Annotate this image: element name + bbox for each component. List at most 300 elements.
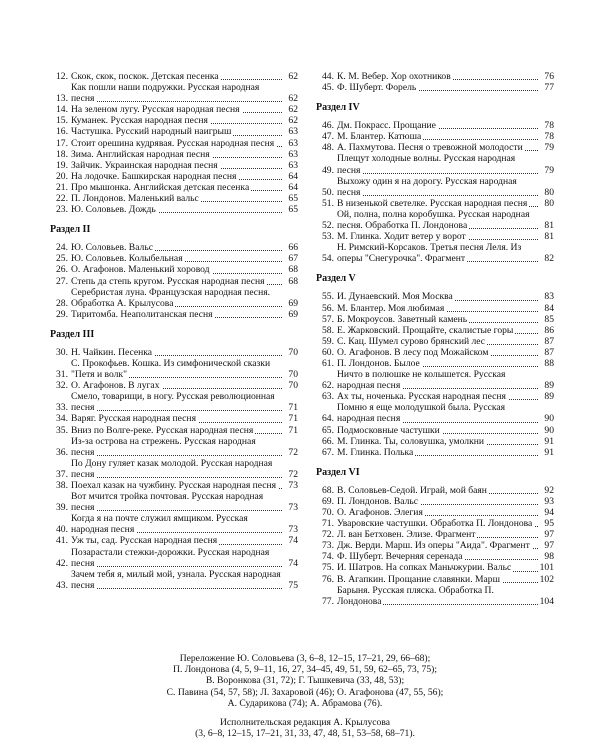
entry-title-wrap xyxy=(337,303,538,314)
toc-entry xyxy=(316,585,554,607)
entry-number: 15. xyxy=(56,115,68,127)
entry-title-wrap xyxy=(71,171,282,182)
entry-title-wrap xyxy=(337,425,538,436)
entry-title-wrap xyxy=(337,120,538,131)
entry-page-number: 83 xyxy=(544,291,554,303)
entry-page-number: 62 xyxy=(288,71,298,82)
entry-title: Тиритомба. Неаполитанская песня xyxy=(71,308,213,320)
toc-entry xyxy=(50,358,298,380)
entry-title: Ой, полна, полна коробушка. Русская народная песня. Обработка П. Лондонова xyxy=(337,208,530,232)
dot-leader xyxy=(337,195,538,196)
entry-page-number: 68 xyxy=(288,264,298,276)
entry-number: 21. xyxy=(56,181,68,193)
dot-leader xyxy=(71,588,282,589)
entry-title-wrap xyxy=(337,82,538,93)
entry-title-wrap xyxy=(337,291,538,302)
entry-title-wrap xyxy=(71,535,282,546)
entry-title: Из-за острова на стрежень. Русская народная песня xyxy=(71,435,256,458)
entry-title-wrap xyxy=(337,198,538,209)
entry-page-number: 63 xyxy=(288,148,298,160)
toc-entry xyxy=(316,507,554,518)
toc-entry xyxy=(50,138,298,149)
entry-title: Когда я на почте служил ямщиком. Русская народная песня xyxy=(71,513,248,536)
toc-entry xyxy=(316,153,554,175)
entry-number: 58. xyxy=(322,324,334,336)
entry-title-wrap xyxy=(337,153,538,175)
entry-number: 27. xyxy=(56,275,68,287)
entry-title: Ничто в полюшке не колышется. Русская народная песня xyxy=(337,369,506,392)
entry-title-wrap xyxy=(337,358,538,369)
entry-number: 36. xyxy=(56,446,68,458)
entry-number: 31. xyxy=(56,369,68,381)
credits-gap xyxy=(60,709,550,717)
entry-number: 25. xyxy=(56,253,68,265)
entry-title-wrap xyxy=(71,182,282,193)
entry-number: 68. xyxy=(322,484,334,496)
entry-title: Н. Чайкин. Песенка xyxy=(71,346,153,358)
entry-title: Ю. Соловьев. Вальс xyxy=(71,242,153,254)
entry-number: 72. xyxy=(322,529,334,541)
entry-page-number: 78 xyxy=(544,120,554,132)
entry-title: А. Пахмутова. Песня о тревожной молодости xyxy=(337,142,523,154)
entry-number: 57. xyxy=(322,313,334,325)
entry-title: Степь да степь кругом. Русская народная песня xyxy=(71,275,265,287)
toc-right-column xyxy=(316,71,554,607)
entry-page-number: 95 xyxy=(544,518,554,530)
entry-page-number: 73 xyxy=(288,480,298,491)
entry-title-wrap xyxy=(337,562,538,573)
entry-page-number: 82 xyxy=(544,253,554,265)
entry-number: 52. xyxy=(322,220,334,232)
entry-title-wrap xyxy=(337,231,538,242)
toc-entry xyxy=(50,547,298,569)
entry-number: 17. xyxy=(56,137,68,149)
entry-title: На лодочке. Башкирская народная песня xyxy=(71,170,237,182)
entry-page-number: 88 xyxy=(544,357,554,369)
toc-entry xyxy=(316,485,554,496)
entry-number: 13. xyxy=(56,93,68,105)
entry-title-wrap xyxy=(71,358,282,380)
toc-entry xyxy=(316,562,554,573)
entry-page-number: 74 xyxy=(288,557,298,569)
entry-page-number: 84 xyxy=(544,302,554,314)
entry-number: 60. xyxy=(322,346,334,358)
toc-entry xyxy=(50,82,298,104)
entry-title: Дм. Покрасс. Прощание xyxy=(337,120,436,132)
entry-title-wrap xyxy=(71,391,282,413)
entry-number: 37. xyxy=(56,468,68,480)
entry-number: 53. xyxy=(322,231,334,243)
toc-entry xyxy=(316,325,554,336)
toc-entry xyxy=(316,71,554,82)
entry-title: П. Лондонов. Маленький вальс xyxy=(71,193,199,205)
entry-number: 61. xyxy=(322,357,334,369)
entry-number: 64. xyxy=(322,413,334,425)
entry-title-wrap xyxy=(71,204,282,215)
entry-number: 19. xyxy=(56,159,68,171)
toc-entry xyxy=(50,347,298,358)
entry-title: Подмосковные частушки xyxy=(337,424,440,436)
entry-title-wrap xyxy=(71,413,282,424)
toc-entry xyxy=(316,436,554,447)
toc-entry xyxy=(50,425,298,436)
entry-number: 47. xyxy=(322,131,334,143)
entry-title: Вниз по Волге-реке. Русская народная песня xyxy=(71,424,254,436)
entry-title-wrap xyxy=(337,436,538,447)
entry-number: 55. xyxy=(322,291,334,303)
toc-entry xyxy=(316,131,554,142)
toc-entry xyxy=(316,82,554,93)
toc-entry xyxy=(50,309,298,320)
toc-entry xyxy=(50,569,298,591)
entry-page-number: 92 xyxy=(544,484,554,496)
entry-title: О. Агафонов. Элегия xyxy=(337,507,423,518)
entry-title: Помню я еще молодушкой была. Русская народная песня xyxy=(337,402,506,425)
toc-entry xyxy=(50,535,298,546)
toc-entry xyxy=(316,198,554,209)
entry-number: 51. xyxy=(322,197,334,209)
entry-title-wrap xyxy=(337,529,538,540)
entry-title: К. М. Вебер. Хор охотников xyxy=(337,71,451,82)
entry-page-number: 102 xyxy=(539,573,554,585)
toc-entry xyxy=(316,176,554,198)
toc-entry xyxy=(50,253,298,264)
entry-number: 46. xyxy=(322,120,334,132)
toc-entry xyxy=(316,518,554,529)
entry-number: 39. xyxy=(56,502,68,514)
entry-page-number: 62 xyxy=(288,93,298,105)
entry-page-number: 81 xyxy=(544,220,554,232)
entry-page-number: 62 xyxy=(288,104,298,116)
entry-number: 20. xyxy=(56,170,68,182)
entry-page-number: 78 xyxy=(544,131,554,143)
entry-title-wrap xyxy=(337,402,538,424)
credits-block xyxy=(60,653,550,739)
toc-entry xyxy=(316,540,554,551)
entry-title-wrap xyxy=(71,458,282,480)
entry-title-wrap xyxy=(337,540,538,551)
entry-title: Зайчик. Украинская народная песня xyxy=(71,159,218,171)
entry-title-wrap xyxy=(337,585,538,607)
toc-entry xyxy=(50,458,298,480)
entry-page-number: 80 xyxy=(544,186,554,198)
entry-page-number: 90 xyxy=(544,413,554,425)
entry-page-number: 71 xyxy=(288,424,298,436)
entry-title: М. Глинка. Полька xyxy=(337,446,414,458)
entry-title: С. Кац. Шумел сурово брянский лес xyxy=(337,335,486,347)
entry-page-number: 62 xyxy=(288,115,298,127)
entry-title: М. Блантер. Катюша xyxy=(337,131,422,143)
entry-number: 32. xyxy=(56,380,68,392)
entry-page-number: 69 xyxy=(288,297,298,309)
entry-title-wrap xyxy=(337,325,538,336)
entry-number: 26. xyxy=(56,264,68,276)
entry-title: О. Агафонов. В лугах xyxy=(71,380,160,392)
toc-entry xyxy=(50,126,298,137)
toc-entry xyxy=(50,480,298,491)
entry-number: 12. xyxy=(56,71,68,82)
dot-leader xyxy=(71,455,282,456)
entry-number: 59. xyxy=(322,335,334,347)
entry-title-wrap xyxy=(71,160,282,171)
entry-number: 70. xyxy=(322,507,334,518)
entry-title: На зеленом лугу. Русская народная песня xyxy=(71,104,240,116)
dot-leader xyxy=(337,173,538,174)
entry-page-number: 65 xyxy=(288,193,298,205)
entry-page-number: 93 xyxy=(544,495,554,507)
entry-title: Вот мчится тройка почтовая. Русская народная песня xyxy=(71,491,264,514)
toc-entry xyxy=(50,193,298,204)
entry-number: 67. xyxy=(322,446,334,458)
toc-entry xyxy=(50,380,298,391)
entry-number: 62. xyxy=(322,380,334,392)
entry-number: 29. xyxy=(56,308,68,320)
entry-page-number: 79 xyxy=(544,164,554,176)
entry-title-wrap xyxy=(71,242,282,253)
toc-entry xyxy=(50,491,298,513)
entry-title-wrap xyxy=(71,115,282,126)
entry-title: Ах ты, ноченька. Русская народная песня xyxy=(337,391,506,403)
entry-page-number: 97 xyxy=(544,529,554,541)
entry-title-wrap xyxy=(337,209,538,231)
toc-entry xyxy=(316,425,554,436)
entry-title-wrap xyxy=(71,547,282,569)
entry-title: По Дону гуляет казак молодой. Русская народная песня xyxy=(71,457,273,480)
entry-page-number: 73 xyxy=(288,502,298,514)
entry-number: 48. xyxy=(322,142,334,154)
entry-number: 35. xyxy=(56,424,68,436)
entry-title-wrap xyxy=(71,513,282,535)
toc-entry xyxy=(316,231,554,242)
entry-number: 18. xyxy=(56,148,68,160)
entry-title: В низенькой светелке. Русская народная песня xyxy=(337,197,528,209)
entry-number: 43. xyxy=(56,579,68,591)
entry-number: 66. xyxy=(322,435,334,447)
entry-number: 30. xyxy=(56,346,68,358)
entry-number: 77. xyxy=(322,595,334,607)
toc-entry xyxy=(50,149,298,160)
entry-page-number: 72 xyxy=(288,446,298,458)
toc-entry xyxy=(316,496,554,507)
entry-title: Зима. Английская народная песня xyxy=(71,148,210,160)
toc-entry xyxy=(316,551,554,562)
entry-title: М. Блантер. Моя любимая xyxy=(337,302,445,314)
entry-number: 24. xyxy=(56,242,68,254)
toc-entry xyxy=(316,347,554,358)
entry-page-number: 89 xyxy=(544,391,554,403)
entry-page-number: 72 xyxy=(288,468,298,480)
toc-entry xyxy=(316,336,554,347)
entry-number: 34. xyxy=(56,413,68,425)
entry-page-number: 75 xyxy=(288,579,298,591)
entry-title: Варяг. Русская народная песня xyxy=(71,413,196,425)
entry-title: Уваровские частушки. Обработка П. Лондонова xyxy=(337,518,533,530)
section-heading: Раздел III xyxy=(50,328,95,340)
entry-page-number: 90 xyxy=(544,424,554,436)
entry-title: Л. ван Бетховен. Элизе. Фрагмент xyxy=(337,529,476,541)
entry-page-number: 101 xyxy=(539,562,554,574)
toc-entry xyxy=(316,142,554,153)
entry-title-wrap xyxy=(337,176,538,198)
entry-title: Уж ты, сад. Русская народная песня xyxy=(71,535,218,547)
entry-page-number: 97 xyxy=(544,540,554,552)
entry-page-number: 71 xyxy=(288,402,298,414)
entry-title-wrap xyxy=(71,380,282,391)
entry-title: С. Прокофьев. Кошка. Из симфонической сказки "Петя и волк" xyxy=(71,357,271,381)
entry-page-number: 70 xyxy=(288,380,298,392)
entry-page-number: 77 xyxy=(544,82,554,94)
entry-title: Поехал казак на чужбину. Русская народная песня xyxy=(71,480,277,491)
entry-number: 22. xyxy=(56,193,68,205)
entry-page-number: 80 xyxy=(544,197,554,209)
entry-page-number: 76 xyxy=(544,71,554,82)
entry-page-number: 68 xyxy=(288,275,298,287)
entry-title: Смело, товарищи, в ногу. Русская революционная песня xyxy=(71,391,275,414)
entry-number: 65. xyxy=(322,424,334,436)
entry-page-number: 64 xyxy=(288,170,298,182)
toc-entry xyxy=(50,391,298,413)
entry-number: 40. xyxy=(56,524,68,536)
toc-entry xyxy=(50,182,298,193)
entry-title: И. Дунаевский. Моя Москва xyxy=(337,291,453,303)
entry-page-number: 86 xyxy=(544,324,554,336)
toc-entry xyxy=(316,391,554,402)
entry-title: О. Агафонов. В лесу под Можайском xyxy=(337,346,489,358)
dot-leader xyxy=(71,510,282,511)
entry-number: 28. xyxy=(56,297,68,309)
entry-title-wrap xyxy=(71,309,282,320)
entry-number: 38. xyxy=(56,480,68,491)
toc-entry xyxy=(316,402,554,424)
entry-number: 63. xyxy=(322,391,334,403)
entry-title: Выхожу один я на дорогу. Русская народная песня xyxy=(337,175,517,198)
entry-page-number: 70 xyxy=(288,369,298,381)
entry-title: Ю. Соловьев. Колыбельная xyxy=(71,253,183,265)
entry-title-wrap xyxy=(337,485,538,496)
entry-title-wrap xyxy=(337,551,538,562)
credits-arrangement-line: Переложение Ю. Соловьева (3, 6–8, 12–15, 17–21, 29, 66–68); xyxy=(179,653,431,664)
entry-page-number: 81 xyxy=(544,231,554,243)
entry-number: 71. xyxy=(322,518,334,530)
entry-page-number: 91 xyxy=(544,446,554,458)
entry-title: Как пошли наши подружки. Русская народная песня xyxy=(71,82,260,105)
entry-title-wrap xyxy=(71,480,282,491)
entry-number: 16. xyxy=(56,126,68,138)
entry-page-number: 67 xyxy=(288,253,298,265)
toc-entry xyxy=(316,303,554,314)
entry-title-wrap xyxy=(337,71,538,82)
entry-number: 54. xyxy=(322,253,334,265)
entry-title: Е. Жарковский. Прощайте, скалистые горы xyxy=(337,324,514,336)
toc-entry xyxy=(316,369,554,391)
entry-title: П. Лондонов. Вальс xyxy=(337,495,419,507)
entry-title-wrap xyxy=(337,314,538,325)
entry-title: П. Лондонов. Былое xyxy=(337,357,420,369)
entry-page-number: 69 xyxy=(288,308,298,320)
entry-title-wrap xyxy=(71,425,282,436)
entry-page-number: 66 xyxy=(288,242,298,254)
credits-arrangement-line: В. Воронкова (31, 72); Г. Тышкевича (33, 48, 53); xyxy=(205,675,405,687)
toc-entry xyxy=(50,242,298,253)
entry-title: Стоит орешина кудрявая. Русская народная песня xyxy=(71,137,275,149)
entry-title-wrap xyxy=(71,491,282,513)
entry-title: Зачем тебя я, милый мой, узнала. Русская народная песня xyxy=(71,568,281,591)
entry-page-number: 85 xyxy=(544,313,554,325)
entry-number: 44. xyxy=(322,71,334,82)
toc-entry xyxy=(316,314,554,325)
entry-page-number: 71 xyxy=(288,413,298,425)
entry-title-wrap xyxy=(71,347,282,358)
entry-title: Позарастали стежки-дорожки. Русская народная песня xyxy=(71,546,270,569)
entry-title-wrap xyxy=(71,193,282,204)
entry-title: Н. Римский-Корсаков. Третья песня Леля. Из оперы "Снегурочка". Фрагмент xyxy=(337,242,522,265)
entry-number: 33. xyxy=(56,402,68,414)
entry-title-wrap xyxy=(71,126,282,137)
entry-title: В. Соловьев-Седой. Играй, мой баян xyxy=(337,484,487,496)
toc-entry xyxy=(50,287,298,309)
entry-page-number: 87 xyxy=(544,346,554,358)
toc-entry xyxy=(50,436,298,458)
section-heading: Раздел IV xyxy=(316,102,360,114)
entry-title: М. Глинка. Ты, соловушка, умолкни xyxy=(337,435,485,447)
entry-title: И. Шатров. На сопках Маньчжурии. Вальс xyxy=(337,562,512,574)
entry-title-wrap xyxy=(337,242,538,264)
entry-title-wrap xyxy=(337,131,538,142)
entry-number: 69. xyxy=(322,495,334,507)
entry-title: Серебристая луна. Французская народная песня. Обработка А. Крылусова xyxy=(71,286,271,309)
entry-title-wrap xyxy=(337,369,538,391)
toc-entry xyxy=(50,160,298,171)
entry-number: 74. xyxy=(322,551,334,563)
toc-entry xyxy=(316,120,554,131)
dot-leader xyxy=(71,477,282,478)
entry-number: 75. xyxy=(322,562,334,574)
toc-entry xyxy=(50,115,298,126)
entry-page-number: 104 xyxy=(539,595,554,607)
entry-title-wrap xyxy=(71,104,282,115)
entry-page-number: 74 xyxy=(288,535,298,547)
entry-number: 45. xyxy=(322,82,334,94)
toc-entry xyxy=(50,171,298,182)
entry-title: Б. Мокроусов. Заветный камень xyxy=(337,313,468,325)
entry-title: Барыня. Русская пляска. Обработка П. Лондонова xyxy=(337,584,494,607)
entry-title-wrap xyxy=(337,507,538,518)
entry-title: Куманек. Русская народная песня xyxy=(71,115,208,127)
toc-entry xyxy=(316,574,554,585)
toc-left-column xyxy=(50,71,298,591)
entry-title-wrap xyxy=(71,287,282,309)
entry-title-wrap xyxy=(71,71,282,82)
entry-page-number: 70 xyxy=(288,346,298,358)
entry-title-wrap xyxy=(337,574,538,585)
entry-title-wrap xyxy=(71,264,282,275)
entry-title: Ю. Соловьев. Дождь xyxy=(71,204,156,216)
toc-entry xyxy=(316,242,554,264)
entry-page-number: 79 xyxy=(544,142,554,154)
credits-arrangement-line: П. Лондонова (4, 5, 9–11, 16, 27, 34–45, 49, 51, 59, 62–65, 73, 75); xyxy=(173,664,437,676)
entry-page-number: 73 xyxy=(288,524,298,536)
entry-page-number: 94 xyxy=(544,507,554,518)
credits-arrangement-line: А. Сударикова (74); А. Абрамова (76). xyxy=(227,697,383,709)
section-heading: Раздел II xyxy=(50,224,91,236)
entry-page-number: 63 xyxy=(288,137,298,149)
credits-editing-line: (3, 6–8, 12–15, 17–21, 31, 33, 47, 48, 51, 53–58, 68–71). xyxy=(195,728,415,740)
entry-page-number: 91 xyxy=(544,435,554,447)
entry-number: 76. xyxy=(322,573,334,585)
entry-title-wrap xyxy=(71,82,282,104)
section-heading: Раздел V xyxy=(316,273,356,285)
toc-entry xyxy=(316,529,554,540)
